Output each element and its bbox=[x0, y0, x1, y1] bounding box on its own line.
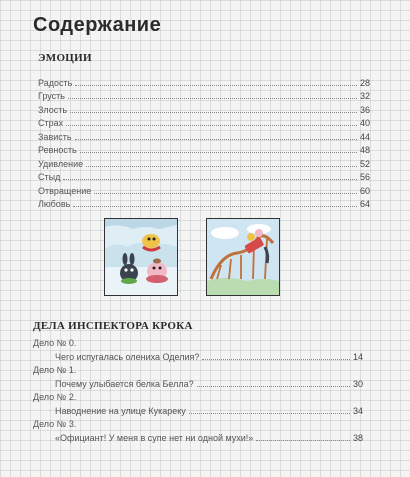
roller-coaster-illustration bbox=[206, 218, 280, 296]
toc-label: «Официант! У меня в супе нет ни одной мухи!» bbox=[55, 433, 254, 443]
case-number: Дело № 0. bbox=[33, 338, 77, 348]
case-number: Дело № 1. bbox=[33, 365, 77, 375]
toc-page: 28 bbox=[359, 77, 370, 88]
leader-dots bbox=[86, 166, 357, 167]
page-title: Содержание bbox=[33, 14, 162, 36]
toc-label: Радость bbox=[38, 77, 73, 88]
case-number: Дело № 3. bbox=[33, 419, 77, 429]
leader-dots bbox=[68, 98, 357, 99]
toc-page: 36 bbox=[359, 104, 370, 115]
leader-dots bbox=[189, 413, 350, 414]
toc-row[interactable] bbox=[38, 115, 370, 129]
toc-row[interactable] bbox=[38, 182, 370, 196]
leader-dots bbox=[70, 112, 357, 113]
toc-page: 44 bbox=[359, 131, 370, 142]
case-entry[interactable] bbox=[33, 392, 363, 416]
leader-dots bbox=[80, 152, 357, 153]
toc-row[interactable] bbox=[38, 142, 370, 156]
skating-animals-icon bbox=[105, 219, 177, 295]
leader-dots bbox=[75, 139, 357, 140]
toc-label: Отвращение bbox=[38, 185, 92, 196]
toc-page: 60 bbox=[359, 185, 370, 196]
toc-page: 56 bbox=[359, 172, 370, 182]
leader-dots bbox=[73, 206, 357, 207]
leader-dots bbox=[75, 85, 357, 86]
toc-label: Любовь bbox=[38, 199, 71, 209]
case-entry[interactable] bbox=[33, 419, 363, 443]
inspector-toc bbox=[33, 338, 363, 446]
toc-page: 52 bbox=[359, 158, 370, 169]
case-entry[interactable] bbox=[33, 365, 363, 389]
emotions-toc bbox=[38, 74, 370, 209]
toc-page: 48 bbox=[359, 145, 370, 155]
toc-row[interactable] bbox=[33, 376, 363, 389]
toc-label: Страх bbox=[38, 118, 64, 128]
section-heading-inspector: ДЕЛА ИНСПЕКТОРА КРОКА bbox=[33, 320, 193, 332]
toc-label: Чего испугалась олениха Оделия? bbox=[55, 352, 200, 362]
leader-dots bbox=[66, 125, 357, 126]
toc-row[interactable] bbox=[38, 74, 370, 88]
leader-dots bbox=[202, 359, 350, 360]
toc-row[interactable] bbox=[38, 88, 370, 102]
toc-row[interactable] bbox=[38, 101, 370, 115]
toc-page: 38 bbox=[352, 433, 363, 443]
toc-label: Грусть bbox=[38, 91, 65, 101]
toc-page: 34 bbox=[352, 406, 363, 416]
leader-dots bbox=[256, 440, 350, 441]
skating-animals-illustration bbox=[104, 218, 178, 296]
toc-row[interactable] bbox=[38, 169, 370, 183]
case-number: Дело № 2. bbox=[33, 392, 77, 402]
toc-row[interactable] bbox=[38, 128, 370, 142]
toc-page: 30 bbox=[352, 379, 363, 389]
toc-page: 64 bbox=[359, 199, 370, 209]
toc-row[interactable] bbox=[33, 349, 363, 362]
section-heading-emotions: ЭМОЦИИ bbox=[38, 52, 92, 64]
toc-page: 32 bbox=[359, 91, 370, 101]
toc-row[interactable] bbox=[38, 196, 370, 210]
toc-label: Стыд bbox=[38, 172, 61, 182]
leader-dots bbox=[94, 193, 357, 194]
toc-label: Удивление bbox=[38, 158, 84, 169]
toc-label: Зависть bbox=[38, 131, 72, 142]
toc-label: Наводнение на улице Кукареку bbox=[55, 406, 186, 416]
toc-row[interactable] bbox=[38, 155, 370, 169]
leader-dots bbox=[63, 179, 357, 180]
leader-dots bbox=[197, 386, 350, 387]
toc-row[interactable] bbox=[33, 430, 363, 443]
toc-page: 40 bbox=[359, 118, 370, 128]
roller-coaster-icon bbox=[207, 219, 279, 295]
toc-page: 14 bbox=[352, 352, 363, 362]
toc-label: Ревность bbox=[38, 145, 77, 155]
toc-label: Почему улыбается белка Белла? bbox=[55, 379, 194, 389]
toc-row[interactable] bbox=[33, 403, 363, 416]
toc-label: Злость bbox=[38, 104, 68, 115]
case-entry[interactable] bbox=[33, 338, 363, 362]
